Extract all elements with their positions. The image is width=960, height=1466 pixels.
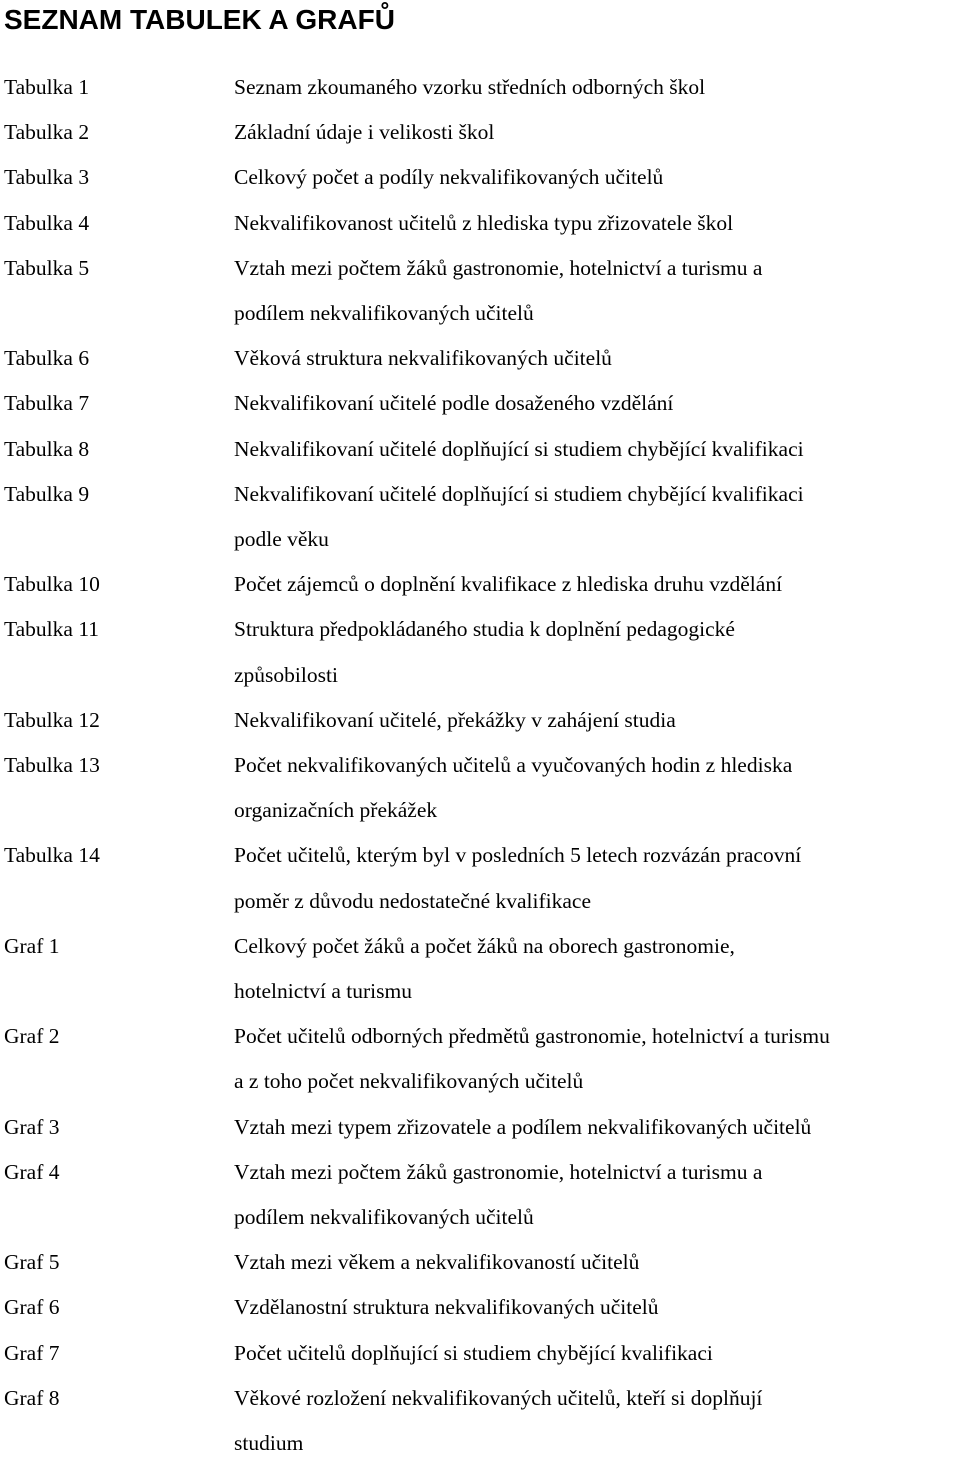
entry-description — [234, 1014, 960, 1104]
entry-description — [234, 743, 960, 833]
list-item — [0, 427, 960, 472]
entry-description-line: Nekvalifikovanost učitelů z hlediska typu zřizovatele škol — [234, 210, 734, 235]
entry-description — [234, 201, 960, 246]
tables-and-graphs-list — [0, 65, 960, 1466]
entry-description-line: poměr z důvodu nedostatečné kvalifikace — [234, 888, 591, 913]
entry-description-line: podle věku — [234, 527, 329, 552]
entry-description-line: studium — [234, 1431, 304, 1456]
entry-label: Tabulka 3 — [4, 165, 90, 190]
entry-label: Graf 5 — [4, 1250, 60, 1275]
entry-label: Tabulka 11 — [4, 617, 100, 642]
entry-description — [234, 833, 960, 923]
list-item — [0, 1014, 960, 1104]
entry-description — [234, 65, 960, 110]
entry-description-line: Počet učitelů odborných předmětů gastronomie, hotelnictví a turismu — [234, 1024, 830, 1049]
entry-description — [234, 246, 960, 336]
entry-description — [234, 1285, 960, 1330]
entry-description-line: podílem nekvalifikovaných učitelů — [234, 301, 534, 326]
list-item — [0, 1150, 960, 1240]
entry-label: Tabulka 7 — [4, 391, 90, 416]
entry-description — [234, 1331, 960, 1376]
entry-label: Tabulka 1 — [4, 75, 90, 99]
entry-label: Tabulka 13 — [4, 753, 100, 778]
entry-description-line: Seznam zkoumaného vzorku středních odborných škol — [234, 75, 706, 99]
list-item — [0, 743, 960, 833]
entry-description-line: Nekvalifikovaní učitelé podle dosaženého vzdělání — [234, 391, 674, 416]
entry-label: Graf 8 — [4, 1385, 60, 1410]
list-item — [0, 924, 960, 1014]
entry-description-line: Celkový počet žáků a počet žáků na oborech gastronomie, — [234, 933, 735, 958]
list-item — [0, 1285, 960, 1330]
entry-description-line: Struktura předpokládaného studia k doplnění pedagogické — [234, 617, 735, 642]
list-item — [0, 155, 960, 200]
entry-label: Tabulka 9 — [4, 481, 90, 506]
list-item — [0, 472, 960, 562]
list-item — [0, 562, 960, 607]
list-item — [0, 201, 960, 246]
entry-description-line: podílem nekvalifikovaných učitelů — [234, 1205, 534, 1230]
list-item — [0, 65, 960, 110]
entry-description-line: Počet zájemců o doplnění kvalifikace z hlediska druhu vzdělání — [234, 572, 783, 597]
entry-description — [234, 472, 960, 562]
entry-description — [234, 427, 960, 472]
entry-label: Tabulka 6 — [4, 346, 90, 371]
entry-description-line: Nekvalifikovaní učitelé, překážky v zahájení studia — [234, 707, 676, 732]
list-item — [0, 1105, 960, 1150]
entry-description-line: Celkový počet a podíly nekvalifikovaných učitelů — [234, 165, 664, 190]
list-item — [0, 381, 960, 426]
entry-description-line: Počet učitelů doplňující si studiem chybějící kvalifikaci — [234, 1340, 713, 1365]
entry-description-line: Nekvalifikovaní učitelé doplňující si studiem chybějící kvalifikaci — [234, 481, 804, 506]
list-item — [0, 833, 960, 923]
entry-label: Graf 2 — [4, 1024, 60, 1049]
entry-description-line: organizačních překážek — [234, 798, 438, 823]
entry-description-line: a z toho počet nekvalifikovaných učitelů — [234, 1069, 584, 1094]
entry-description — [234, 110, 960, 155]
entry-label: Tabulka 12 — [4, 707, 100, 732]
page-title: SEZNAM TABULEK A GRAFŮ — [4, 4, 395, 35]
entry-description-line: Základní údaje i velikosti škol — [234, 120, 495, 145]
entry-description-line: Vzdělanostní struktura nekvalifikovaných učitelů — [234, 1295, 659, 1320]
entry-description — [234, 336, 960, 381]
entry-description-line: Počet nekvalifikovaných učitelů a vyučovaných hodin z hlediska — [234, 753, 793, 778]
entry-description — [234, 924, 960, 1014]
entry-description — [234, 1105, 960, 1150]
entry-description — [234, 698, 960, 743]
entry-description-line: Nekvalifikovaní učitelé doplňující si studiem chybějící kvalifikaci — [234, 436, 804, 461]
list-item — [0, 1376, 960, 1466]
entry-label: Tabulka 8 — [4, 436, 90, 461]
entry-description-line: Věkové rozložení nekvalifikovaných učitelů, kteří si doplňují — [234, 1385, 763, 1410]
list-item — [0, 607, 960, 697]
entry-description-line: Vztah mezi počtem žáků gastronomie, hotelnictví a turismu a — [234, 255, 763, 280]
entry-description-line: hotelnictví a turismu — [234, 979, 412, 1004]
entry-description — [234, 1240, 960, 1285]
entry-label: Graf 6 — [4, 1295, 60, 1320]
entry-label: Graf 3 — [4, 1114, 60, 1139]
entry-description — [234, 1150, 960, 1240]
entry-description — [234, 155, 960, 200]
entry-label: Tabulka 10 — [4, 572, 100, 597]
entry-label: Tabulka 14 — [4, 843, 100, 868]
list-item — [0, 336, 960, 381]
entry-label: Graf 1 — [4, 933, 60, 958]
entry-description-line: Počet učitelů, kterým byl v posledních 5 letech rozvázán pracovní — [234, 843, 802, 868]
list-item — [0, 1240, 960, 1285]
list-item — [0, 698, 960, 743]
entry-description — [234, 562, 960, 607]
entry-label: Tabulka 4 — [4, 210, 90, 235]
entry-description-line: Věková struktura nekvalifikovaných učitelů — [234, 346, 612, 371]
entry-label: Graf 7 — [4, 1340, 60, 1365]
list-item — [0, 1331, 960, 1376]
entry-description-line: způsobilosti — [234, 662, 338, 687]
entry-description-line: Vztah mezi typem zřizovatele a podílem nekvalifikovaných učitelů — [234, 1114, 812, 1139]
list-item — [0, 246, 960, 336]
entry-description — [234, 1376, 960, 1466]
entry-description-line: Vztah mezi počtem žáků gastronomie, hotelnictví a turismu a — [234, 1159, 763, 1184]
entry-label: Graf 4 — [4, 1159, 60, 1184]
entry-label: Tabulka 2 — [4, 120, 90, 145]
entry-description — [234, 607, 960, 697]
entry-description-line: Vztah mezi věkem a nekvalifikovaností učitelů — [234, 1250, 640, 1275]
list-item — [0, 110, 960, 155]
entry-description — [234, 381, 960, 426]
entry-label: Tabulka 5 — [4, 255, 90, 280]
